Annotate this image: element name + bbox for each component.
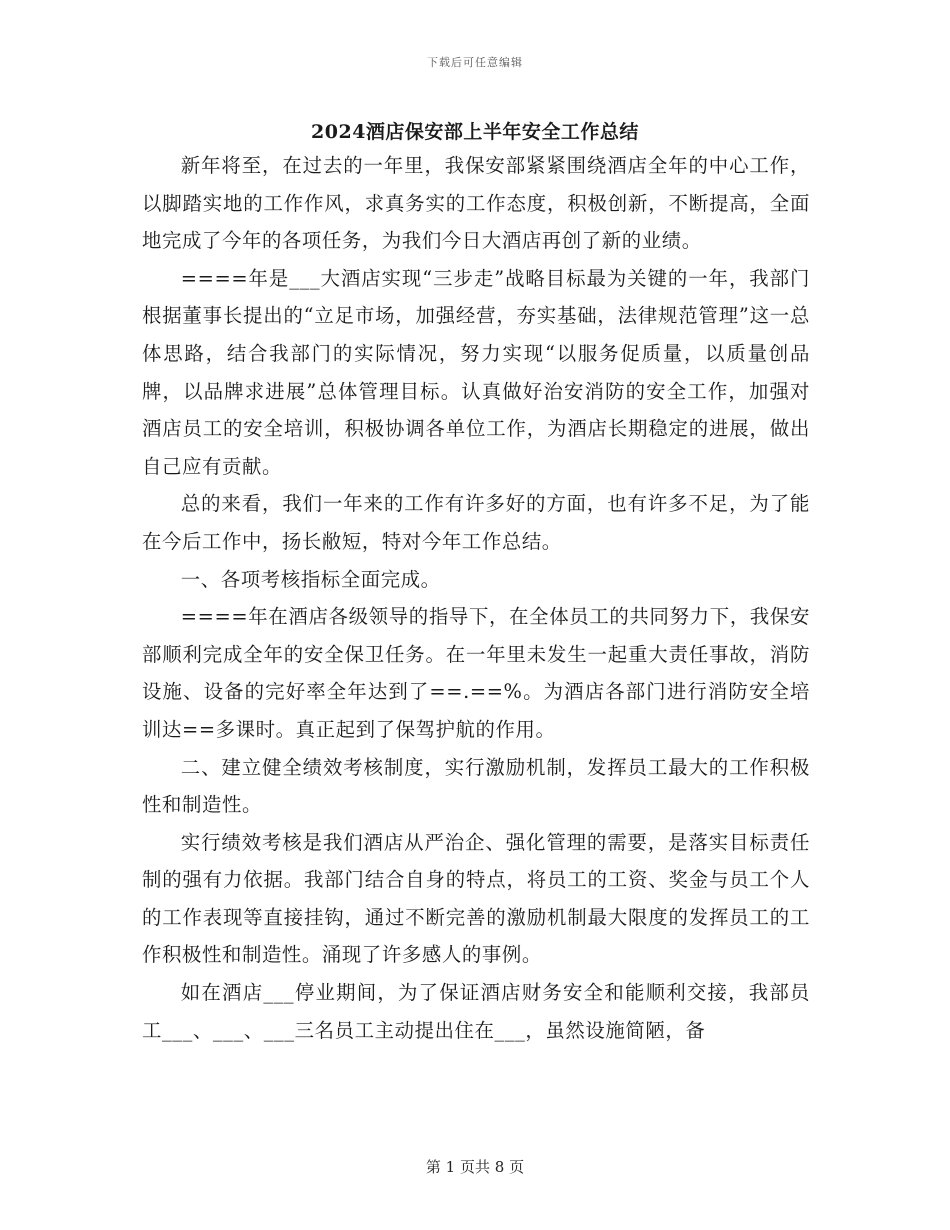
page-footer: 第 1 页共 8 页 xyxy=(425,1158,525,1176)
paragraph-example: 如在酒店___停业期间，为了保证酒店财务安全和能顺利交接，我部员工___、___、___三名员工主动提出住在___，虽然设施简陋，备 xyxy=(142,981,810,1042)
section-heading-2: 二、建立健全绩效考核制度，实行激励机制，发挥员工最大的工作积极性和制造性。 xyxy=(142,755,810,817)
paragraph-intro: 新年将至，在过去的一年里，我保安部紧紧围绕酒店全年的中心工作，以脚踏实地的工作作风，求真务实的工作态度，积极创新，不断提高，全面地完成了今年的各项任务，为我们今日大酒店再创了新的业绩。 xyxy=(142,154,810,253)
paragraph-targets: ====年在酒店各级领导的指导下，在全体员工的共同努力下，我保安部顺利完成全年的安全保卫任务。在一年里未发生一起重大责任事故，消防设施、设备的完好率全年达到了==.==%。为酒店各部门进行消防安全培训达==多课时。真正起到了保驾护航的作用。 xyxy=(142,605,810,741)
paragraph-performance: 实行绩效考核是我们酒店从严治企、强化管理的需要，是落实目标责任制的强有力依据。我部门结合自身的特点，将员工的工资、奖金与员工个人的工作表现等直接挂钩，通过不断完善的激励机制最大限度的发挥员工的工作积极性和制造性。涌现了许多感人的事例。 xyxy=(142,830,810,967)
header-note: 下载后可任意编辑 xyxy=(427,56,523,69)
paragraph-strategy: ====年是___大酒店实现“三步走”战略目标最为关键的一年，我部门根据董事长提出的“立足市场，加强经营，夯实基础，法律规范管理”这一总体思路，结合我部门的实际情况，努力实现“以服务促质量，以质量创品牌，以品牌求进展”总体管理目标。认真做好治安消防的安全工作，加强对酒店员工的安全培训，积极协调各单位工作，为酒店长期稳定的进展，做出自己应有贡献。 xyxy=(142,266,810,478)
document-title: 2024酒店保安部上半年安全工作总结 xyxy=(311,121,639,143)
section-heading-1: 一、各项考核指标全面完成。 xyxy=(180,567,441,591)
document-body xyxy=(142,147,810,1049)
paragraph-overview: 总的来看，我们一年来的工作有许多好的方面，也有许多不足，为了能在今后工作中，扬长敝短，特对今年工作总结。 xyxy=(142,492,810,553)
